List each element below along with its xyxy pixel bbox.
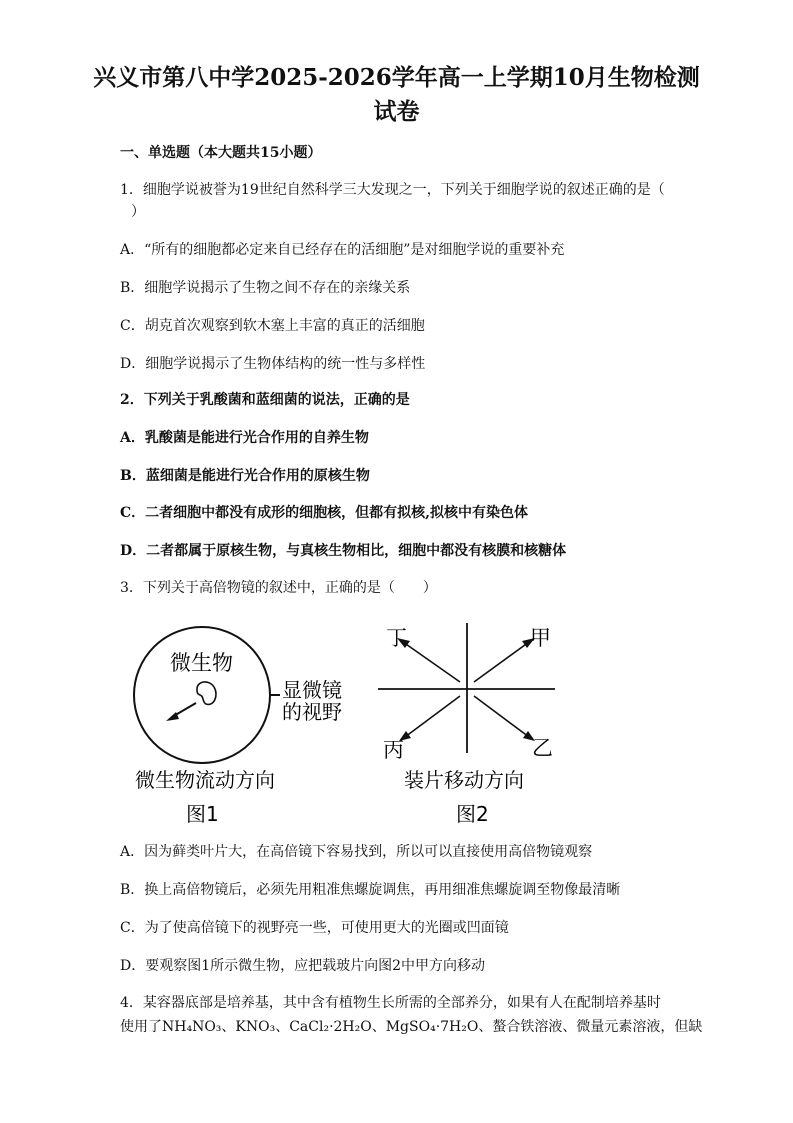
q1-stem: 1．细胞学说被誉为19世纪自然科学三大发现之一，下列关于细胞学说的叙述正确的是（ [120, 182, 665, 198]
doc-title-line2: 试卷 [373, 98, 420, 125]
q2-option-a: A．乳酸菌是能进行光合作用的自养生物 [120, 430, 369, 446]
q3-option-a: A．因为藓类叶片大，在高倍镜下容易找到，所以可以直接使用高倍物镜观察 [120, 844, 593, 860]
microbe-shape [197, 682, 216, 705]
microbe-label: 微生物 [170, 651, 233, 675]
q1-option-b: B．细胞学说揭示了生物之间不存在的亲缘关系 [120, 280, 411, 296]
q4-stem: 4．某容器底部是培养基，其中含有植物生长所需的全部养分，如果有人在配制培养基时 [120, 995, 661, 1011]
field-label-line1: 显微镜 [282, 678, 342, 702]
q1-option-c: C．胡克首次观察到软木塞上丰富的真正的活细胞 [120, 318, 425, 334]
arrow-jia [474, 642, 529, 682]
label-bing: 丙 [383, 738, 404, 762]
q1-option-d: D．细胞学说揭示了生物体结构的统一性与多样性 [120, 356, 426, 372]
q3-option-c: C．为了使高倍镜下的视野亮一些，可使用更大的光圈或凹面镜 [120, 920, 509, 936]
section-heading: 一、单选题（本大题共15小题） [120, 145, 322, 161]
q2-option-b: B．蓝细菌是能进行光合作用的原核生物 [120, 468, 370, 484]
q2-option-c: C．二者细胞中都没有成形的细胞核，但都有拟核,拟核中有染色体 [120, 505, 529, 521]
figure1-caption: 微生物流动方向 [135, 768, 275, 792]
q2-stem: 2．下列关于乳酸菌和蓝细菌的说法，正确的是 [120, 392, 410, 408]
q3-figure [120, 615, 680, 830]
doc-title-line1: 兴义市第八中学2025-2026学年高一上学期10月生物检测 [93, 64, 700, 91]
figure2-name: 图2 [456, 802, 489, 826]
label-jia: 甲 [530, 626, 551, 650]
field-label-line2: 的视野 [282, 700, 342, 724]
figure1-name: 图1 [186, 802, 219, 826]
figure2-caption: 装片移动方向 [404, 768, 524, 792]
label-yi: 乙 [532, 736, 553, 760]
q3-option-b: B．换上高倍物镜后，必须先用粗准焦螺旋调焦，再用细准焦螺旋调至物像最清晰 [120, 882, 621, 898]
arrow-yi [474, 696, 529, 737]
q3-option-d: D．要观察图1所示微生物，应把载玻片向图2中甲方向移动 [120, 958, 486, 974]
q4-stem-cont: 使用了NH₄NO₃、KNO₃、CaCl₂·2H₂O、MgSO₄·7H₂O、螯合铁溶液、微量元素溶液，但缺 [120, 1019, 703, 1035]
q2-option-d: D．二者都属于原核生物，与真核生物相比，细胞中都没有核膜和核糖体 [120, 543, 567, 559]
label-ding: 丁 [386, 626, 407, 650]
arrow-ding [403, 642, 460, 682]
q1-option-a: A．“所有的细胞都必定来自已经存在的活细胞”是对细胞学说的重要补充 [120, 242, 565, 258]
microscope-field-circle [134, 627, 270, 763]
q3-stem: 3．下列关于高倍物镜的叙述中，正确的是（ ） [120, 580, 437, 596]
q1-stem-cont: ） [131, 204, 145, 220]
arrow-bing [405, 696, 460, 737]
